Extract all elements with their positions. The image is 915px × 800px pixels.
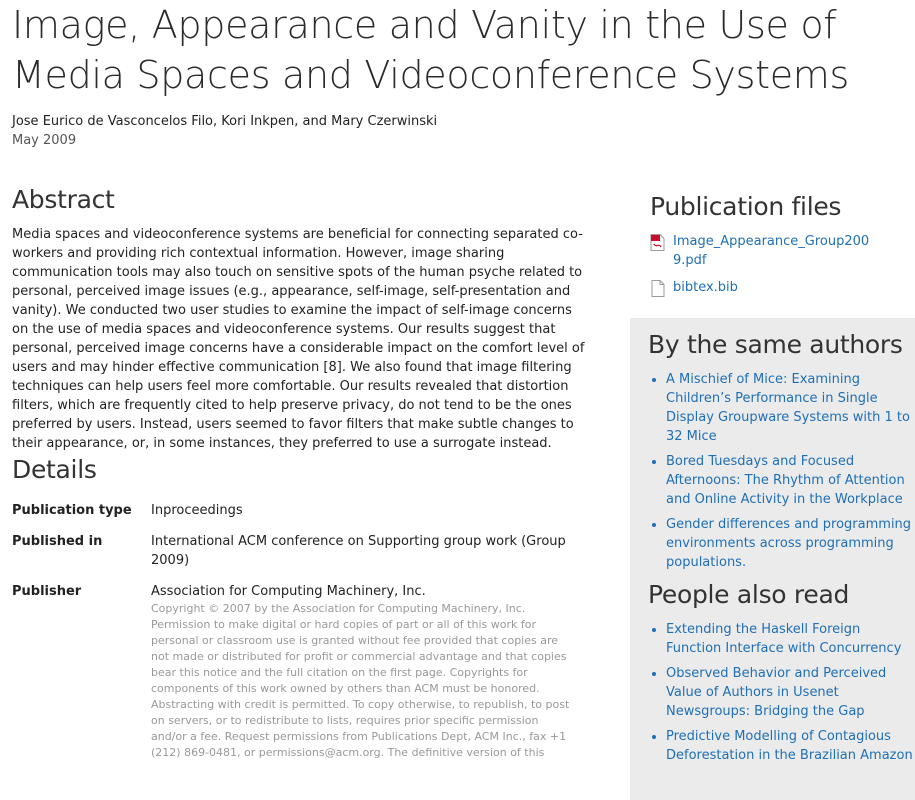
details-row-publisher [12,582,587,761]
abstract-text: Media spaces and videoconference systems are beneficial for connecting separated co-workers and providing rich contextual information. However, image sharing communication tools may also touch on sensitive spots of the human psyche related to personal, perceived image issues (e.g., appearance, self-image, self-presentation and vanity). We conducted two user studies to examine the impact of self-image concerns on the use of media spaces and videoconference systems. Our results suggest that personal, perceived image concerns have a considerable impact on the comfort level of users and may hinder effective communication [8]. We also found that image filtering techniques can help users feel more comfortable. Our results revealed that distortion filters, which are frequently cited to help preserve privacy, do not tend to be the ones preferred by users. Instead, users seemed to favor filters that make subtle changes to their appearance, or, in some instances, they preferred to use a surrogate instead. [12,227,585,451]
list-item [666,727,915,765]
copyright-notice: Copyright © 2007 by the Association for Computing Machinery, Inc. Permission to make digital or hard copies of part or all of this work for personal or classroom use is granted without fee provided that copies are not made or distributed for profit or commercial advantage and that copies bear this notice and the full citation on the first page. Copyrights for components of this work owned by others than ACM must be honored. Abstracting with credit is permitted. To copy otherwise, to republish, to post on servers, or to redistribute to lists, requires prior specific permission and/or a fee. Request permissions from Publications Dept, ACM Inc., fax +1 (212) 869-0481, or permissions@acm.org. The definitive version of this [151,602,570,759]
related-link[interactable]: Predictive Modelling of Contagious Deforestation in the Brazilian Amazon [666,729,913,763]
pdf-file-link[interactable]: Image_Appearance_Group2009.pdf [673,234,870,268]
also-read-list [648,620,915,765]
page-title: Image, Appearance and Vanity in the Use of Media Spaces and Videoconference Systems [12,3,850,97]
details-row-published-in [12,532,587,570]
list-item [666,620,915,658]
related-link[interactable]: A Mischief of Mice: Examining Children’s Performance in Single Display Groupware Systems with 1 to 32 Mice [666,372,910,444]
file-item-pdf[interactable] [630,232,915,270]
details-value: Inproceedings [151,503,243,518]
same-authors-heading: By the same authors [648,330,903,359]
pdf-file-icon [650,234,666,251]
related-sidebar [630,318,915,800]
file-item-bibtex[interactable] [630,278,915,297]
details-label: Publisher [12,584,82,599]
related-link[interactable]: Bored Tuesdays and Focused Afternoons: The Rhythm of Attention and Online Activity in the Workplace [666,454,905,507]
publisher-name: Association for Computing Machinery, Inc. [151,584,426,599]
related-link[interactable]: Extending the Haskell Foreign Function Interface with Concurrency [666,622,902,656]
list-item [666,515,915,572]
publication-date: May 2009 [12,133,77,148]
abstract-heading: Abstract [12,185,115,214]
details-label: Publication type [12,503,132,518]
details-value-publisher [151,582,571,761]
same-authors-list [648,370,915,572]
list-item [666,664,915,721]
main-content [12,183,587,773]
related-link[interactable]: Observed Behavior and Perceived Value of Authors in Usenet Newsgroups: Bridging the Gap [666,666,887,719]
details-label: Published in [12,534,103,549]
publication-files-panel [630,190,915,297]
document-icon [650,280,666,297]
list-item [666,452,915,509]
related-link[interactable]: Gender differences and programming environments across programming populations. [666,517,912,570]
authors: Jose Eurico de Vasconcelos Filo, Kori Inkpen, and Mary Czerwinski [12,114,438,129]
bibtex-file-link[interactable]: bibtex.bib [673,280,738,295]
list-item [666,370,915,446]
details-heading: Details [12,455,97,484]
also-read-heading: People also read [648,580,850,609]
details-value: International ACM conference on Supporting group work (Group 2009) [151,534,566,568]
publication-files-heading: Publication files [650,192,842,221]
details-table [12,501,587,761]
details-row-publication-type [12,501,587,520]
